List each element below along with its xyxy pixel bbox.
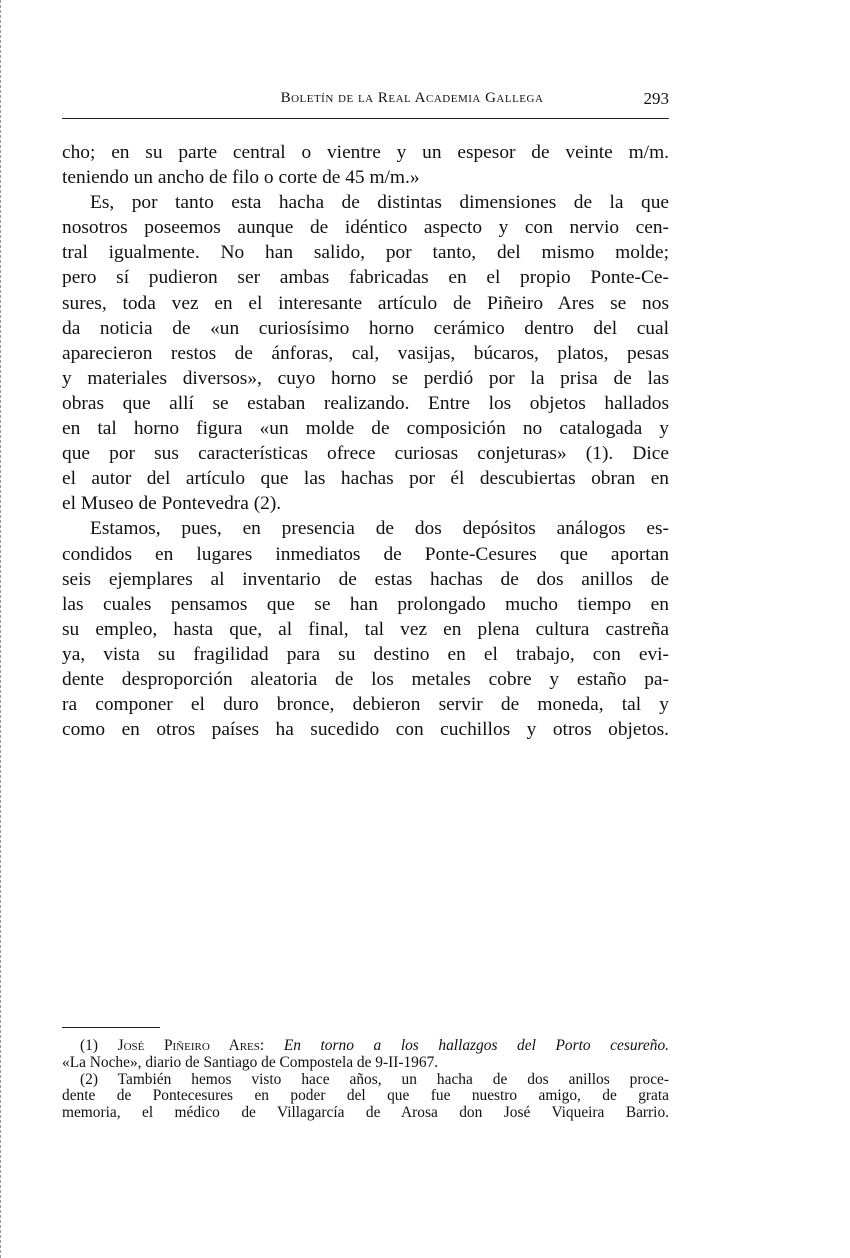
footnotes [62,1038,669,1122]
footnote-2-line: memoria, el médico de Villagarcía de Arosa don José Viqueira Barrio. [62,1104,669,1122]
text-line: da noticia de «un curiosísimo horno cerámico dentro del cual [62,317,669,339]
text-line: ra componer el duro bronce, debieron servir de moneda, tal y [62,694,669,716]
text-line: en tal horno figura «un molde de composición no catalogada y [62,418,669,440]
footnote-1-line: «La Noche», diario de Santiago de Compostela de 9-II-1967. [62,1053,439,1071]
text-line: que por sus características ofrece curiosas conjeturas» (1). Dice [62,443,669,465]
footnote-1-line [62,1038,669,1055]
text-line: pero sí pudieron ser ambas fabricadas en el propio Ponte-Ce- [62,267,669,289]
footnote-text: También hemos visto hace años, un hacha de dos anillos proce- [117,1070,669,1088]
text-line: las cuales pensamos que se han prolongado mucho tiempo en [62,593,669,615]
footnote-2-line [62,1072,669,1089]
text-line: seis ejemplares al inventario de estas hachas de dos anillos de [62,568,669,590]
text-line: el autor del artículo que las hachas por él descubiertas obran en [62,468,669,490]
footnote-author: José Piñeiro Ares: [117,1037,265,1054]
text-line: como en otros países ha sucedido con cuchillos y otros objetos. [62,719,669,741]
footnote-marker: (2) [80,1070,98,1088]
text-line: Es, por tanto esta hacha de distintas dimensiones de la que [90,192,669,214]
running-header [62,86,669,119]
text-line: nosotros poseemos aunque de idéntico aspecto y con nervio cen- [62,217,669,239]
text-line: sures, toda vez en el interesante artículo de Piñeiro Ares se nos [62,292,669,314]
text-line: y materiales diversos», cuyo horno se perdió por la prisa de las [62,367,669,389]
text-line: tral igualmente. No han salido, por tanto, del mismo molde; [62,242,669,264]
footnote-rule [62,1027,160,1028]
text-line: obras que allí se estaban realizando. Entre los objetos hallados [62,392,669,414]
page-number: 293 [643,89,669,108]
footnote-2-line: dente de Pontecesures en poder del que fue nuestro amigo, de grata [62,1087,669,1105]
text-line: Estamos, pues, en presencia de dos depósitos análogos es- [90,518,669,540]
text-line: el Museo de Pontevedra (2). [62,493,282,515]
text-line: dente desproporción aleatoria de los metales cobre y estaño pa- [62,668,669,690]
running-title: Boletín de la Real Academia Gallega [280,90,544,106]
footnote-title: En torno a los hallazgos del Porto cesureño. [283,1037,670,1054]
text-line: aparecieron restos de ánforas, cal, vasijas, búcaros, platos, pesas [62,342,669,364]
footnote-marker: (1) [80,1037,98,1054]
text-line: ya, vista su fragilidad para su destino en el trabajo, con evi- [62,643,669,665]
body-text [62,140,669,742]
scan-edge [0,0,7,1258]
text-line: teniendo un ancho de filo o corte de 45 m/m.» [62,167,420,189]
text-line: su empleo, hasta que, al final, tal vez en plena cultura castreña [62,618,669,640]
text-line: cho; en su parte central o vientre y un espesor de veinte m/m. [62,142,669,163]
text-line: condidos en lugares inmediatos de Ponte-Cesures que aportan [62,543,669,565]
